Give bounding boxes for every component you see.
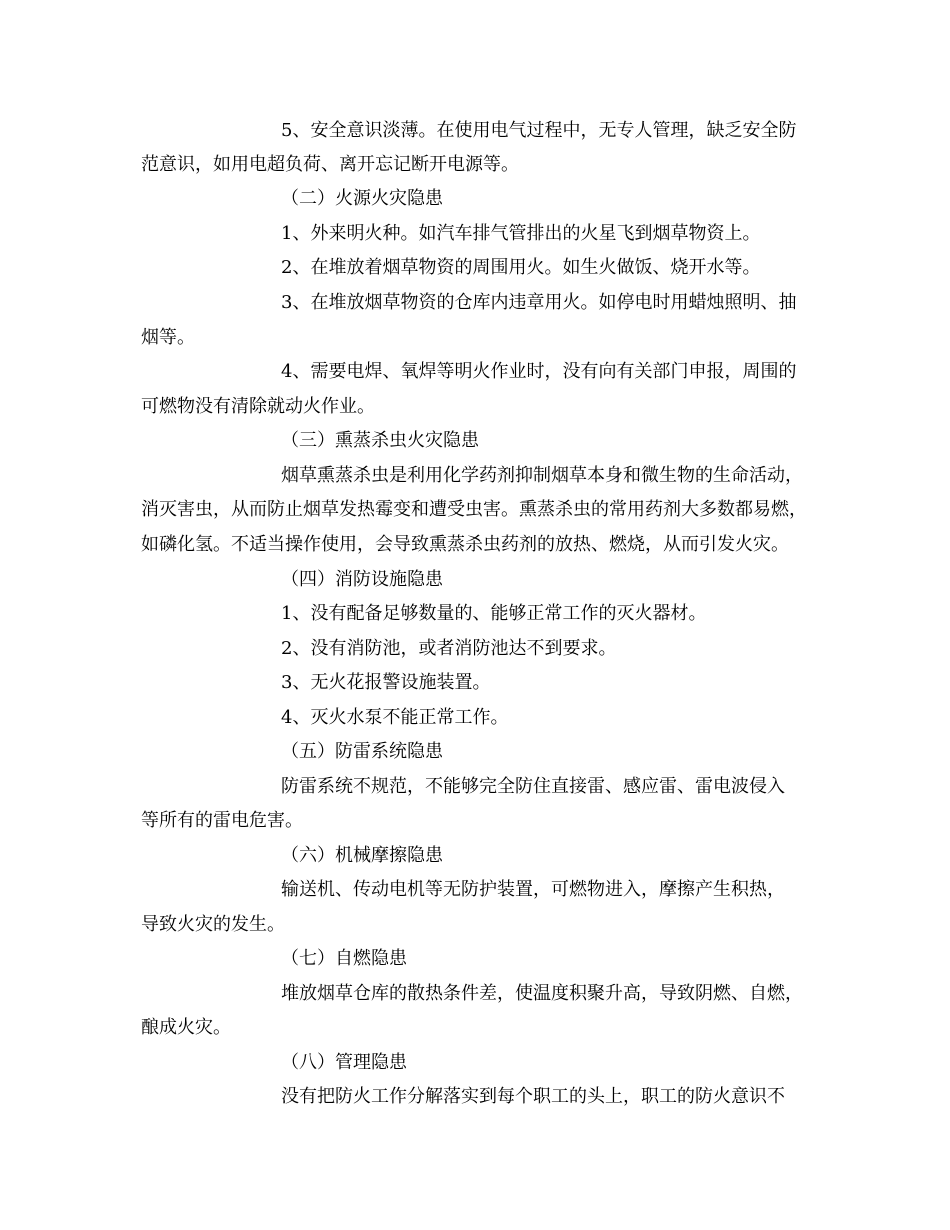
paragraph-line: 3、无火花报警设施装置。	[281, 672, 491, 693]
paragraph-line: 5、安全意识淡薄。在使用电气过程中，无专人管理，缺乏安全防	[281, 120, 797, 141]
paragraph-line: 1、没有配备足够数量的、能够正常工作的灭火器材。	[281, 603, 707, 624]
paragraph-line: 2、没有消防池，或者消防池达不到要求。	[281, 638, 617, 659]
paragraph-line: 可燃物没有清除就动火作业。	[141, 396, 375, 417]
section-heading: （二）火源火灾隐患	[281, 188, 443, 209]
paragraph-line: 2、在堆放着烟草物资的周围用火。如生火做饭、烧开水等。	[281, 257, 761, 278]
paragraph-line: 烟草熏蒸杀虫是利用化学药剂抑制烟草本身和微生物的生命活动，	[281, 465, 803, 486]
paragraph-line: 输送机、传动电机等无防护装置，可燃物进入，摩擦产生积热，	[281, 879, 785, 900]
section-heading: （七）自燃隐患	[281, 948, 407, 969]
section-heading: （三）熏蒸杀虫火灾隐患	[281, 430, 479, 451]
paragraph-line: 烟等。	[141, 327, 195, 348]
paragraph-line: 范意识，如用电超负荷、离开忘记断开电源等。	[141, 154, 519, 175]
paragraph-line: 导致火灾的发生。	[141, 914, 285, 935]
paragraph-line: 消灭害虫，从而防止烟草发热霉变和遭受虫害。熏蒸杀虫的常用药剂大多数都易燃，	[141, 499, 807, 520]
section-heading: （六）机械摩擦隐患	[281, 845, 443, 866]
paragraph-line: 堆放烟草仓库的散热条件差，使温度积聚升高，导致阴燃、自燃，	[281, 983, 803, 1004]
section-heading: （四）消防设施隐患	[281, 569, 443, 590]
paragraph-line: 1、外来明火种。如汽车排气管排出的火星飞到烟草物资上。	[281, 223, 761, 244]
paragraph-line: 酿成火灾。	[141, 1017, 231, 1038]
paragraph-line: 4、需要电焊、氧焊等明火作业时，没有向有关部门申报，周围的	[281, 361, 797, 382]
section-heading: （八）管理隐患	[281, 1052, 407, 1073]
paragraph-line: 防雷系统不规范，不能够完全防住直接雷、感应雷、雷电波侵入	[281, 776, 785, 797]
paragraph-line: 如磷化氢。不适当操作使用，会导致熏蒸杀虫药剂的放热、燃烧，从而引发火灾。	[141, 534, 789, 555]
paragraph-line: 等所有的雷电危害。	[141, 810, 303, 831]
paragraph-line: 4、灭火水泵不能正常工作。	[281, 707, 509, 728]
section-heading: （五）防雷系统隐患	[281, 741, 443, 762]
paragraph-line: 3、在堆放烟草物资的仓库内违章用火。如停电时用蜡烛照明、抽	[281, 292, 797, 313]
paragraph-line: 没有把防火工作分解落实到每个职工的头上，职工的防火意识不	[281, 1086, 785, 1107]
